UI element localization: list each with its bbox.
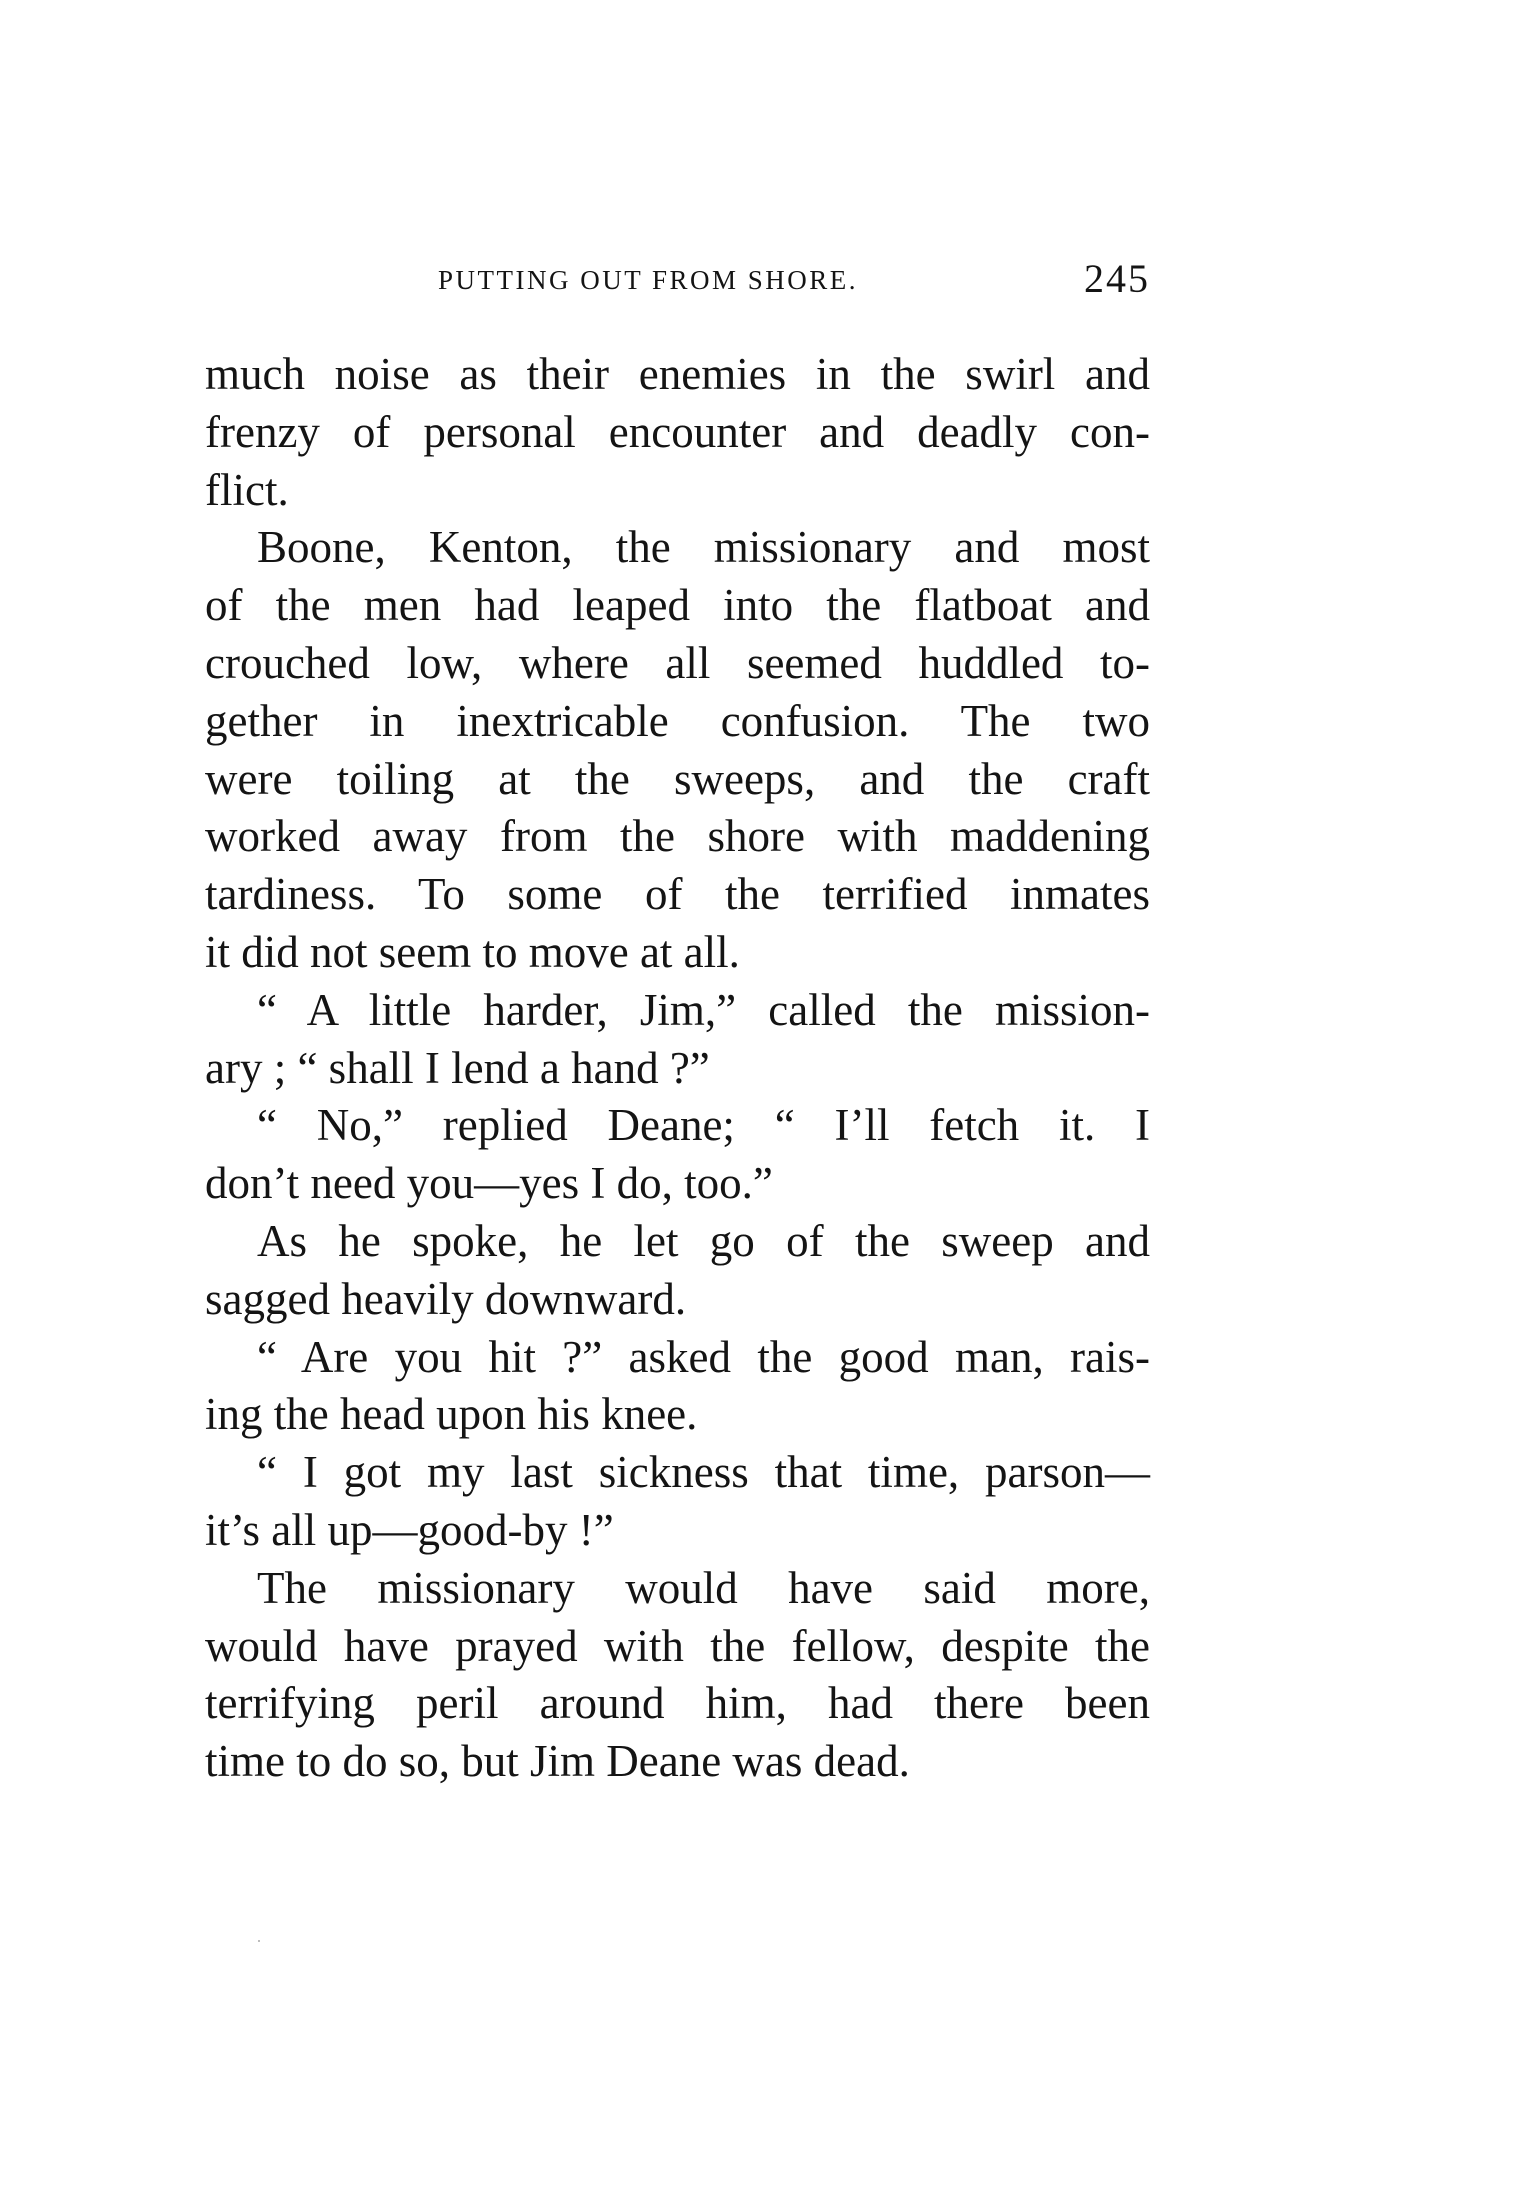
- paragraph-4: [205, 1097, 1150, 1213]
- text-line: flict.: [205, 464, 289, 515]
- text-line: “ Are you hit ?” asked the good man, rais-: [257, 1331, 1150, 1382]
- paragraph-3: [205, 982, 1150, 1098]
- text-line: crouched low, where all seemed huddled to-: [205, 637, 1150, 688]
- text-line: it did not seem to move at all.: [205, 926, 740, 977]
- paragraph-5: [205, 1213, 1150, 1329]
- text-line: sagged heavily downward.: [205, 1273, 687, 1324]
- paper-speck: [258, 1940, 260, 1942]
- text-line: don’t need you—yes I do, too.”: [205, 1158, 773, 1209]
- body-text: [205, 346, 1150, 1791]
- running-head: [205, 255, 1150, 315]
- text-line: much noise as their enemies in the swirl and: [205, 349, 1150, 399]
- text-line: would have prayed with the fellow, despite the: [205, 1620, 1150, 1671]
- text-line: tardiness. To some of the terrified inmates: [205, 869, 1150, 920]
- paragraph-7: [205, 1444, 1150, 1560]
- text-line: frenzy of personal encounter and deadly con-: [205, 406, 1150, 457]
- text-line: time to do so, but Jim Deane was dead.: [205, 1736, 910, 1787]
- text-line: “ I got my last sickness that time, parson—: [257, 1447, 1150, 1498]
- page-number: 245: [1084, 256, 1150, 301]
- text-line: terrifying peril around him, had there been: [205, 1678, 1150, 1729]
- text-line: “ A little harder, Jim,” called the mission-: [257, 984, 1150, 1035]
- text-line: gether in inextricable confusion. The two: [205, 695, 1150, 746]
- running-title: PUTTING OUT FROM SHORE.: [438, 265, 859, 295]
- text-line: of the men had leaped into the flatboat and: [205, 580, 1150, 631]
- text-line: ary ; “ shall I lend a hand ?”: [205, 1042, 710, 1093]
- text-line: worked away from the shore with maddening: [205, 811, 1150, 862]
- paragraph-1: [205, 346, 1150, 519]
- paragraph-6: [205, 1329, 1150, 1445]
- paragraph-2: [205, 519, 1150, 981]
- text-line: “ No,” replied Deane; “ I’ll fetch it. I: [257, 1100, 1150, 1151]
- text-line: Boone, Kenton, the missionary and most: [257, 522, 1150, 573]
- text-line: were toiling at the sweeps, and the craft: [205, 753, 1150, 804]
- text-line: As he spoke, he let go of the sweep and: [257, 1215, 1150, 1266]
- paragraph-8: [205, 1560, 1150, 1791]
- text-line: it’s all up—good-by !”: [205, 1504, 614, 1555]
- text-line: ing the head upon his knee.: [205, 1389, 698, 1440]
- text-line: The missionary would have said more,: [257, 1562, 1150, 1613]
